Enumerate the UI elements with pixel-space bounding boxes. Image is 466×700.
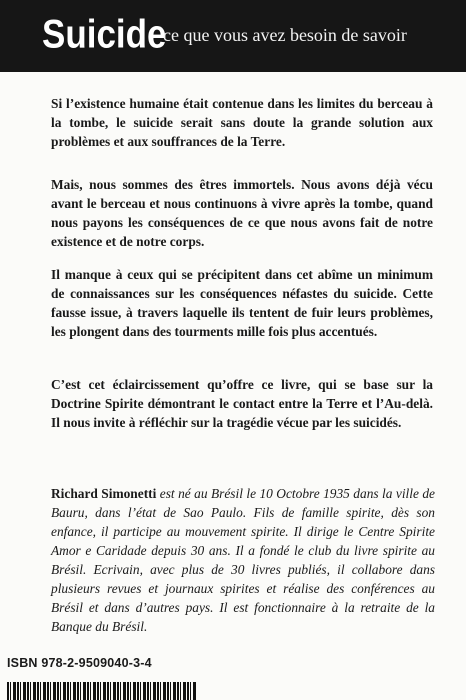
author-name: Richard Simonetti — [51, 486, 157, 501]
author-bio — [51, 484, 435, 636]
book-title: Suicide — [42, 12, 167, 57]
header-band — [0, 0, 466, 72]
paragraph-immortal: Mais, nous sommes des êtres immortels. Nous avons déjà vécu avant le berceau et nous continuons à vivre après la tombe, quand nous payons les conséquences de ce que nous avons fait de notre existence et de notre corps. — [51, 177, 433, 249]
book-subtitle: ce que vous avez besoin de savoir — [163, 25, 407, 45]
barcode-image — [7, 682, 197, 700]
paragraph-intro: Si l’existence humaine était contenue dans les limites du berceau à la tombe, le suicide serait sans doute la grande solution aux problèmes et aux souffrances de la Terre. — [51, 96, 433, 149]
paragraph-book-purpose: C’est cet éclaircissement qu’offre ce livre, qui se base sur la Doctrine Spirite démontrant le contact entre la Terre et l’Au-delà. Il nous invite à réfléchir sur la tragédie vécue par les suicidés. — [51, 377, 433, 430]
author-bio-text: est né au Brésil le 10 Octobre 1935 dans la ville de Bauru, dans l’état de Sao Paulo. Fils de famille spirite, dès son enfance, il participe au mouvement spirite. Il dirige le Centre Spirite Amor e Caridade depuis 30 ans. Il a fondé le club du livre spirite au Brésil. Ecrivain, avec plus de 30 livres publiés, il collabore dans plusieurs revues et journaux spirites et réalise des conférences au Brésil et dans d’autres pays. Il est fonctionnaire à la retraite de la Banque du Brésil. — [51, 486, 435, 634]
isbn-number: ISBN 978-2-9509040-3-4 — [7, 656, 152, 670]
paragraph-consequences: Il manque à ceux qui se précipitent dans cet abîme un minimum de connaissances sur les conséquences néfastes du suicide. Cette fausse issue, à travers laquelle ils tentent de fuir leurs problèmes, les plongent dans des tourments mille fois plus accentués. — [51, 267, 433, 339]
